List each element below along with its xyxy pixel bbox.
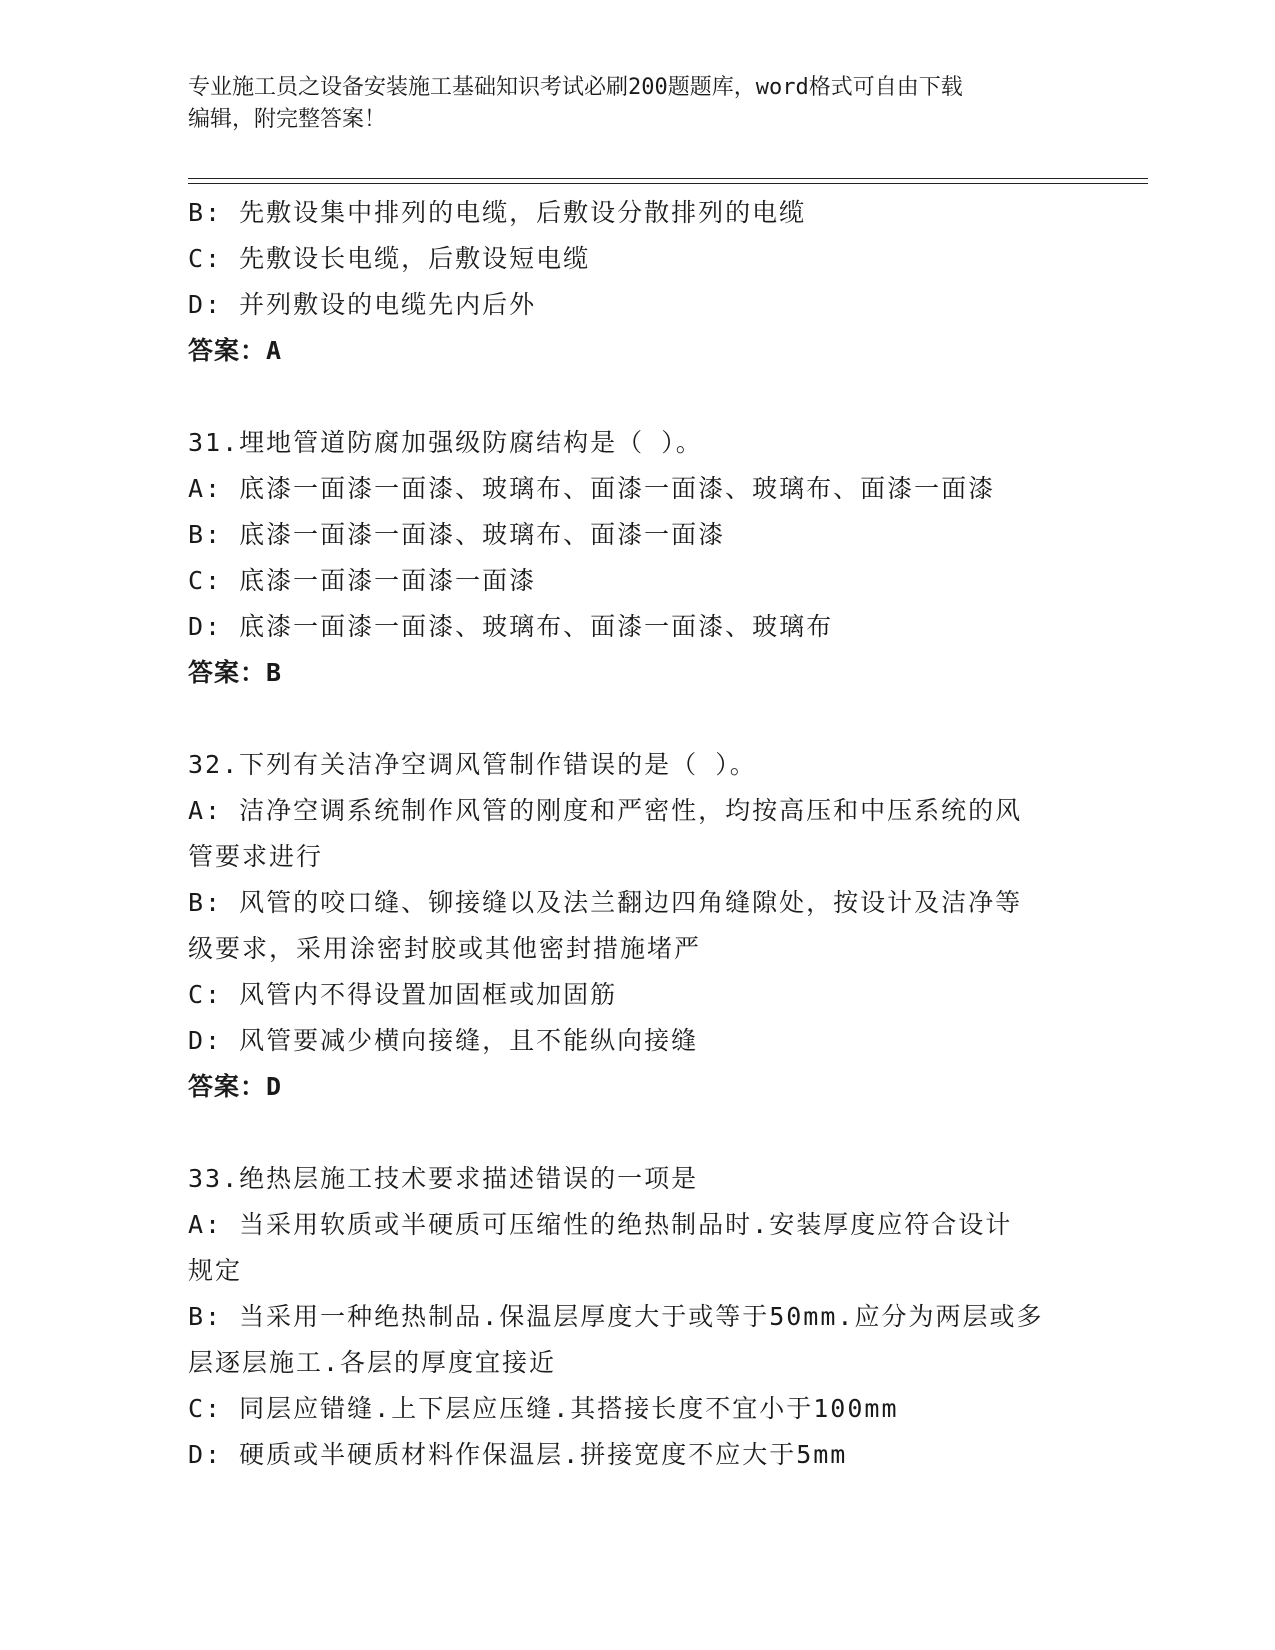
q33-option-b-line1: B: 当采用一种绝热制品.保温层厚度大于或等于50mm.应分为两层或多 (188, 1302, 1044, 1331)
q31-option-c: C: 底漆一面漆一面漆一面漆 (188, 566, 537, 595)
q31-question: 31.埋地管道防腐加强级防腐结构是（ ）。 (188, 428, 703, 457)
q33-option-c: C: 同层应错缝.上下层应压缝.其搭接长度不宜小于100mm (188, 1394, 899, 1423)
spacer (188, 374, 1088, 420)
q33-option-b-line2: 层逐层施工.各层的厚度宜接近 (188, 1348, 557, 1377)
q32-question: 32.下列有关洁净空调风管制作错误的是（ ）。 (188, 750, 757, 779)
q32-option-b-line2: 级要求，采用涂密封胶或其他密封措施堵严 (188, 934, 702, 963)
header-line-2: 编辑，附完整答案！ (188, 107, 387, 132)
q31-option-a: A: 底漆一面漆一面漆、玻璃布、面漆一面漆、玻璃布、面漆一面漆 (188, 474, 996, 503)
q32-option-d: D: 风管要减少横向接缝，且不能纵向接缝 (188, 1026, 699, 1055)
q32-answer: 答案：D (188, 1072, 283, 1101)
q30-answer: 答案：A (188, 336, 283, 365)
q30-option-b: B: 先敷设集中排列的电缆，后敷设分散排列的电缆 (188, 198, 807, 227)
header-line-1: 专业施工员之设备安装施工基础知识考试必刷200题题库，word格式可自由下载 (188, 75, 963, 100)
question-list (188, 190, 1088, 1478)
q32-option-a-line2: 管要求进行 (188, 842, 324, 871)
q31-answer: 答案：B (188, 658, 283, 687)
q30-option-d: D: 并列敷设的电缆先内后外 (188, 290, 537, 319)
q31-option-d: D: 底漆一面漆一面漆、玻璃布、面漆一面漆、玻璃布 (188, 612, 834, 641)
spacer (188, 1110, 1088, 1156)
q33-question: 33.绝热层施工技术要求描述错误的一项是 (188, 1164, 699, 1193)
spacer (188, 696, 1088, 742)
header-rule-top (188, 178, 1148, 179)
q33-option-a-line1: A: 当采用软质或半硬质可压缩性的绝热制品时.安装厚度应符合设计 (188, 1210, 1013, 1239)
page-header (188, 72, 1068, 136)
header-rule-bottom (188, 183, 1148, 184)
q32-option-a-line1: A: 洁净空调系统制作风管的刚度和严密性，均按高压和中压系统的风 (188, 796, 1023, 825)
q31-option-b: B: 底漆一面漆一面漆、玻璃布、面漆一面漆 (188, 520, 726, 549)
q32-option-c: C: 风管内不得设置加固框或加固筋 (188, 980, 618, 1009)
q30-option-c: C: 先敷设长电缆，后敷设短电缆 (188, 244, 591, 273)
q32-option-b-line1: B: 风管的咬口缝、铆接缝以及法兰翻边四角缝隙处，按设计及洁净等 (188, 888, 1023, 917)
q33-option-d: D: 硬质或半硬质材料作保温层.拼接宽度不应大于5mm (188, 1440, 848, 1469)
q33-option-a-line2: 规定 (188, 1256, 243, 1285)
